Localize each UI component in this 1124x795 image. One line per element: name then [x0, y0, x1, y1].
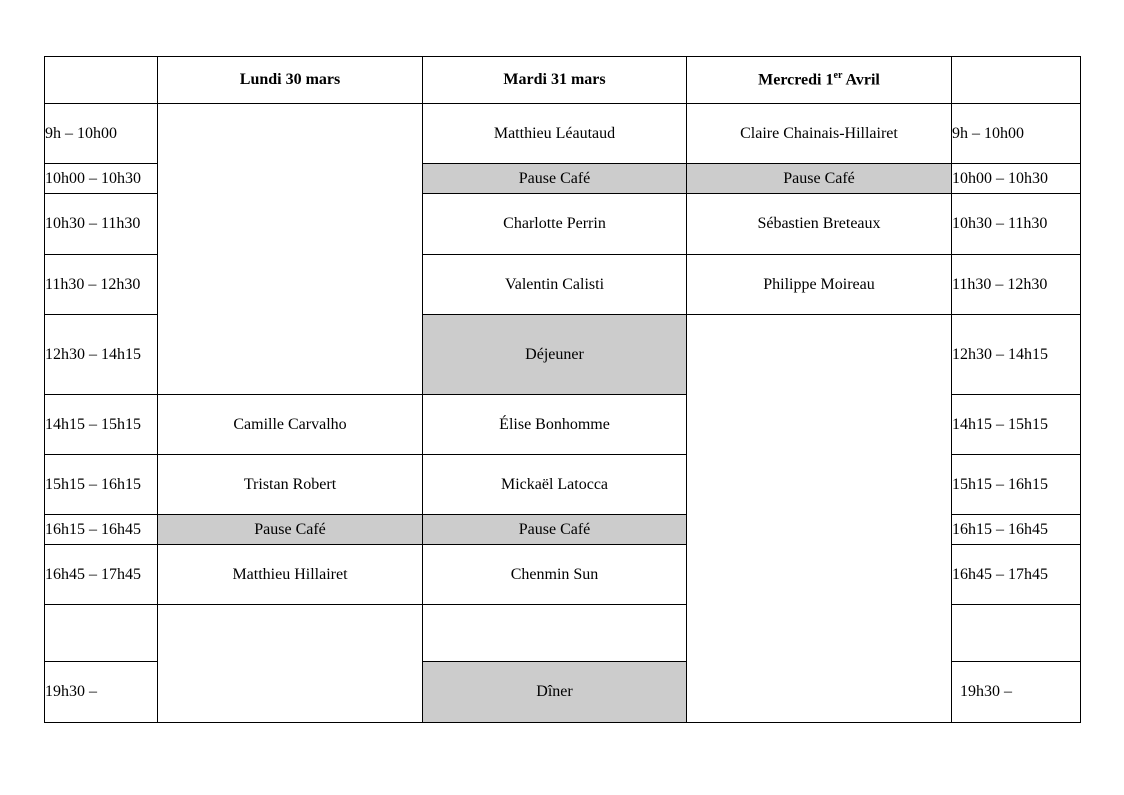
time-label-right: 10h00 – 10h30 [952, 164, 1081, 194]
time-label-right: 14h15 – 15h15 [952, 395, 1081, 455]
wednesday-label-suffix: Avril [842, 71, 880, 89]
time-label-left: 10h00 – 10h30 [45, 164, 158, 194]
time-label-left [45, 605, 158, 662]
coffee-break-tuesday: Pause Café [423, 515, 687, 545]
session-monday: Matthieu Hillairet [158, 545, 423, 605]
time-label-left: 15h15 – 16h15 [45, 455, 158, 515]
day-header-monday: Lundi 30 mars [158, 57, 423, 104]
coffee-break-monday: Pause Café [158, 515, 423, 545]
session-monday: Camille Carvalho [158, 395, 423, 455]
wednesday-label-sup: er [833, 70, 843, 82]
session-wednesday: Sébastien Breteaux [687, 194, 952, 255]
session-wednesday: Claire Chainais-Hillairet [687, 104, 952, 164]
session-tuesday: Charlotte Perrin [423, 194, 687, 255]
dinner-tuesday: Dîner [423, 662, 687, 723]
time-label-right: 16h15 – 16h45 [952, 515, 1081, 545]
session-tuesday: Mickaël Latocca [423, 455, 687, 515]
day-header-wednesday [687, 57, 952, 104]
time-label-right: 12h30 – 14h15 [952, 315, 1081, 395]
time-row [45, 104, 1081, 164]
session-monday: Tristan Robert [158, 455, 423, 515]
time-label-right: 9h – 10h00 [952, 104, 1081, 164]
tuesday-evening-empty [423, 605, 687, 662]
monday-evening-empty [158, 605, 423, 723]
session-tuesday: Élise Bonhomme [423, 395, 687, 455]
time-label-right: 10h30 – 11h30 [952, 194, 1081, 255]
time-label-right: 15h15 – 16h15 [952, 455, 1081, 515]
time-label-left: 19h30 – [45, 662, 158, 723]
time-label-left: 9h – 10h00 [45, 104, 158, 164]
wednesday-afternoon-empty [687, 315, 952, 723]
coffee-break-tuesday: Pause Café [423, 164, 687, 194]
time-label-left: 12h30 – 14h15 [45, 315, 158, 395]
time-label-left: 16h45 – 17h45 [45, 545, 158, 605]
lunch-tuesday: Déjeuner [423, 315, 687, 395]
session-tuesday: Chenmin Sun [423, 545, 687, 605]
day-header-tuesday: Mardi 31 mars [423, 57, 687, 104]
header-empty-right [952, 57, 1081, 104]
header-row [45, 57, 1081, 104]
session-tuesday: Matthieu Léautaud [423, 104, 687, 164]
header-empty-left [45, 57, 158, 104]
time-label-left: 11h30 – 12h30 [45, 255, 158, 315]
time-label-right: 11h30 – 12h30 [952, 255, 1081, 315]
time-label-right [952, 605, 1081, 662]
session-tuesday: Valentin Calisti [423, 255, 687, 315]
session-wednesday: Philippe Moireau [687, 255, 952, 315]
monday-morning-empty [158, 104, 423, 395]
time-label-left: 14h15 – 15h15 [45, 395, 158, 455]
time-label-left: 16h15 – 16h45 [45, 515, 158, 545]
schedule-table [44, 56, 1081, 723]
time-label-right: 16h45 – 17h45 [952, 545, 1081, 605]
coffee-break-wednesday: Pause Café [687, 164, 952, 194]
time-label-left: 10h30 – 11h30 [45, 194, 158, 255]
time-label-right: 19h30 – [952, 662, 1081, 723]
wednesday-label-prefix: Mercredi 1 [758, 71, 834, 89]
